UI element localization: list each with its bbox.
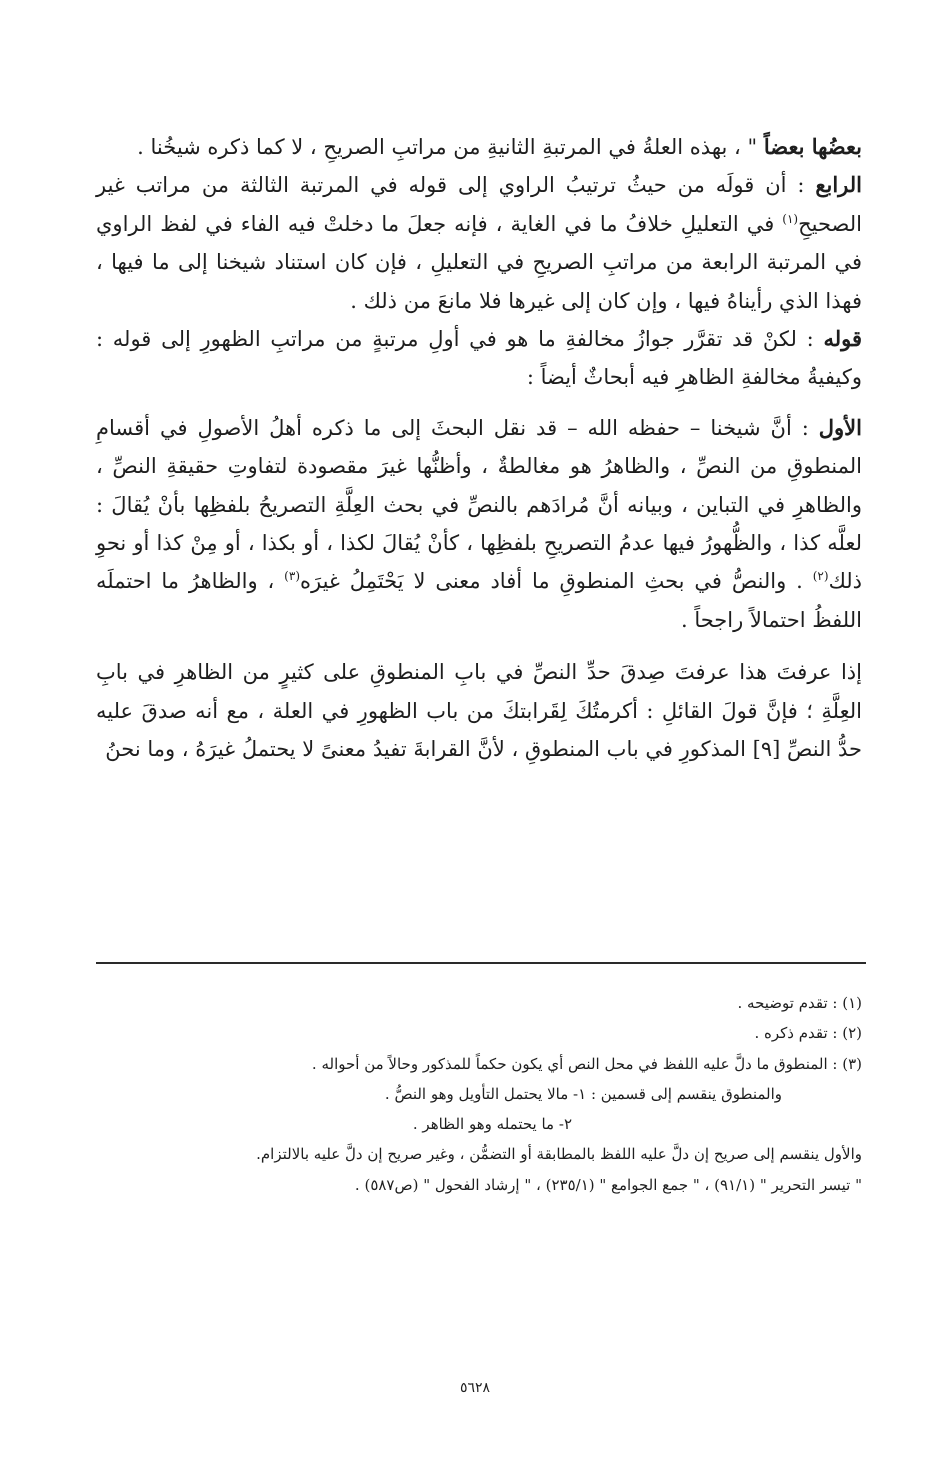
footnote-ref: (١) xyxy=(782,211,799,226)
paragraph-5 xyxy=(96,653,862,768)
paragraph-4 xyxy=(96,409,862,639)
bold-lead-word: قوله xyxy=(823,326,862,352)
main-text xyxy=(96,128,862,769)
footnote-3: (٣) : المنطوق ما دلَّ عليه اللفظ في محل النص أي يكون حكماً للمذكور وحالاً من أحواله . xyxy=(311,1054,862,1073)
footnotes xyxy=(96,988,862,1200)
text-run: : لكنْ قد تقرَّر جوازُ مخالفةِ ما هو في أولِ مرتبةٍ من مراتبِ الظهورِ إلى قوله : وكيفيةُ مخالفةِ الظاهرِ فيه أبحاثٌ أيضاً : xyxy=(96,327,862,390)
bold-lead-word: الأول xyxy=(818,414,862,440)
footnote-ref: (٣) xyxy=(284,569,300,584)
footnote-3-line-4: والأول ينقسم إلى صريح إن دلَّ عليه اللفظ بالمطابقة أو التضمُّن ، وغير صريح إن دلَّ عليه بالالتزام. xyxy=(256,1145,862,1164)
footnote-ref: (٢) xyxy=(812,569,829,584)
text-run: : أن قولَه من حيثُ ترتيبُ الراوي إلى قوله في المرتبة الثالثة من مراتب غير الصحيحِ xyxy=(96,173,862,236)
footnote-3-line-5: " تيسر التحرير " (٩١/١) ، " جمع الجوامع " (٢٣٥/١) ، " إرشاد الفحول " (ص٥٨٧) . xyxy=(354,1175,862,1194)
text-run: : أنَّ شيخنا – حفظه الله – قد نقل البحثَ إلى ما ذكره أهلُ الأصولِ في أقسامِ المنطوقِ من النصِّ ، والظاهرُ هو مغالطةٌ ، وأظنُّها غيرَ مقصودة لتفاوتِ حقيقةِ النصِّ ، والظاهرِ في التباين ، وبيانه أنَّ مُرادَهم بالنصِّ في بحث العِلَّةِ التصريحُ بلفظِها بأنْ يُقالَ : لعلَّه كذا ، والظُّهورُ فيها عدمُ التصريحِ بلفظِها ، كأنْ يُقالَ لكذا ، أو بكذا ، أو مِنْ كذا أو نحوِ ذلك xyxy=(96,415,863,594)
text-run: ، والظاهرُ ما احتملَه اللفظُ احتمالاً راجحاً . xyxy=(96,569,862,632)
text-run: في التعليلِ خلافُ ما في الغاية ، فإنه جعلَ ما دخلتْ فيه الفاء في لفظ الراوي في المرتبة الرابعة من مراتبِ الصريحِ في التعليلِ ، فإن كان استناد شيخنا إلى ما فيها ، فهذا الذي رأيناهُ فيها ، وإن كان إلى غيرها فلا مانعَ من ذلك . xyxy=(96,211,862,313)
paragraph-2 xyxy=(96,166,862,320)
page-number: ٥٦٢٨ xyxy=(459,1380,491,1396)
footnote-separator xyxy=(96,962,866,964)
footnote-3-line-2: والمنطوق ينقسم إلى قسمين : ١- مالا يحتمل التأويل وهو النصُّ . xyxy=(384,1084,782,1103)
text-run: " ، بهذه العلةُ في المرتبةِ الثانيةِ من مراتبِ الصريحِ ، لا كما ذكره شيخُنا . xyxy=(137,135,764,159)
text-run: . والنصُّ في بحثِ المنطوقِ ما أفاد معنى لا يَحْتَمِلُ غيرَه xyxy=(300,569,813,594)
footnote-1: (١) : تقدم توضيحه . xyxy=(737,994,862,1012)
footnote-2: (٢) : تقدم ذكره . xyxy=(754,1024,862,1043)
text-run: إذا عرفتَ هذا عرفتَ صِدقَ حدِّ النصِّ في بابِ المنطوقِ على كثيرٍ من الظاهرِ في بابِ العِلَّةِ ؛ فإنَّ قولَ القائلِ : أكرمتُكَ لِقَرابتكَ من باب الظهورِ في العلة ، مع أنه صدقَ عليه حدُّ النصِّ [٩] المذكورِ في باب المنطوقِ ، لأنَّ القرابةَ تفيدُ معنىً لا يحتملُ غيرَهُ ، وما نحنُ xyxy=(96,660,862,762)
bold-lead-word: الرابع xyxy=(815,172,862,198)
paragraph-3 xyxy=(96,320,862,397)
footnote-3-line-3: ٢- ما يحتمله وهو الظاهر . xyxy=(412,1115,572,1134)
paragraph-1 xyxy=(96,128,862,166)
bold-lead-word: بعضُها بعضاً xyxy=(763,134,862,159)
